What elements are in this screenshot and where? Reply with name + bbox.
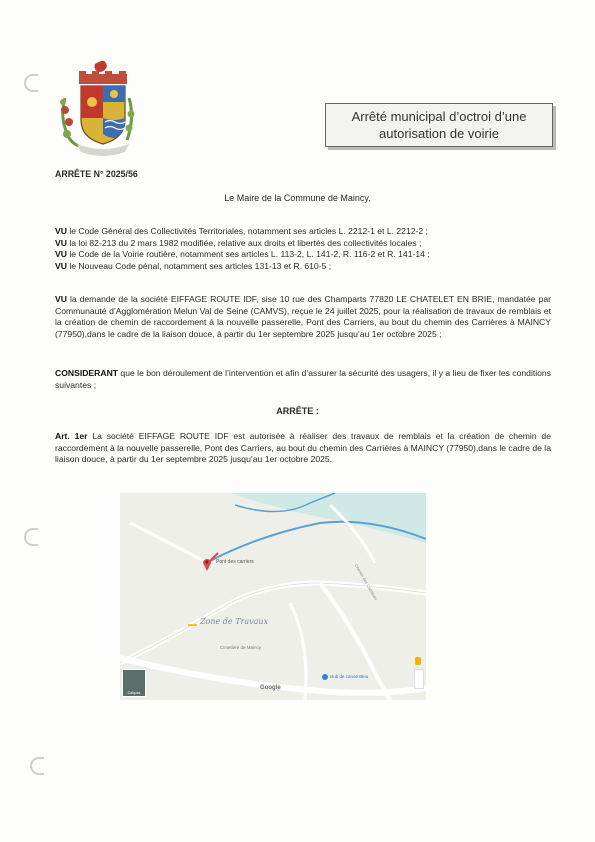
title-box [325,103,553,147]
poi-cemetery: Cimetière de Maincy [220,645,262,650]
binder-hole-mark [24,528,38,546]
arrete-number: ARRÊTE N° 2025/56 [55,169,138,179]
location-map [120,493,426,700]
map-layers-button[interactable] [122,669,146,697]
map-pin-label: Pont des carriers [216,559,254,565]
vu-list [55,226,555,272]
binder-hole-mark [24,74,38,92]
highlight-mark [188,624,197,626]
vu-item: VU le Nouveau Code pénal, notamment ses articles 131-13 et R. 610-5 ; [55,260,332,271]
poi-business: club de canoë Bleu [330,674,369,679]
vu-demande-paragraph: VU la demande de la société EIFFAGE ROUTE IDF, sise 10 rue des Champarts 77820 LE CHATELET EN BRIE, mandatée par Communauté d’Agglomération Melun Val de Seine (CAMVS), reçue le 24 juillet 2025, pour la réalisation de travaux de remblais et la création de chemin de raccordement à la nouvelle passerelle, Pont des Carriers, au bout du chemin des Carrières à MAINCY (77950),dans le cadre de la liaison douce, à partir du 1er septembre 2025 jusqu’au 1er octobre 2025 ; [55,294,551,339]
article-1-paragraph: Art. 1er La société EIFFAGE ROUTE IDF est autorisée à réaliser des travaux de remblais et la création de chemin de raccordement à la nouvelle passerelle, Pont des Carriers, au bout du chemin des Carrières à MAINCY (77950),dans le cadre de la liaison douce, à partir du 1er septembre 2025 jusqu’au 1er octobre 2025. [55,431,551,465]
maire-intro: Le Maire de la Commune de Maincy, [224,193,371,203]
arrete-heading: ARRÊTE : [276,406,319,416]
coat-of-arms-logo [55,58,135,160]
vu-item: VU le Code Général des Collectivités Territoriales, notamment ses articles L. 2212-1 et L. 2212-2 ; [55,226,428,236]
google-logo: Google [260,685,281,691]
road-label: Chemin des Carrières [353,563,379,601]
poi-business-dot [322,674,328,680]
binder-hole-mark [30,757,44,775]
title-line-2: autorisation de voirie [379,126,499,141]
title-line-1: Arrêté municipal d’octroi d’une [351,109,527,124]
street-view-icon[interactable] [415,657,421,665]
vu-item: VU le Code de la Voirie routière, notamment ses articles L. 113-2, L. 141-2, R. 116-2 et R. 141-14 ; [55,249,430,260]
zoom-controls[interactable] [414,669,424,689]
vu-item: VU la loi 82-213 du 2 mars 1982 modifiée, relative aux droits et libertés des collectivités locales ; [55,237,422,248]
handwritten-zone-label: Zone de Travaux [200,617,269,626]
map-layers-label: Calques [127,691,141,695]
map-pin-icon[interactable] [202,557,212,571]
map-canvas [120,493,426,700]
considerant-paragraph: CONSIDERANT que le bon déroulement de l’intervention et afin d’assurer la sécurité des usagers, il y a lieu de fixer les conditions suivantes ; [55,368,551,390]
